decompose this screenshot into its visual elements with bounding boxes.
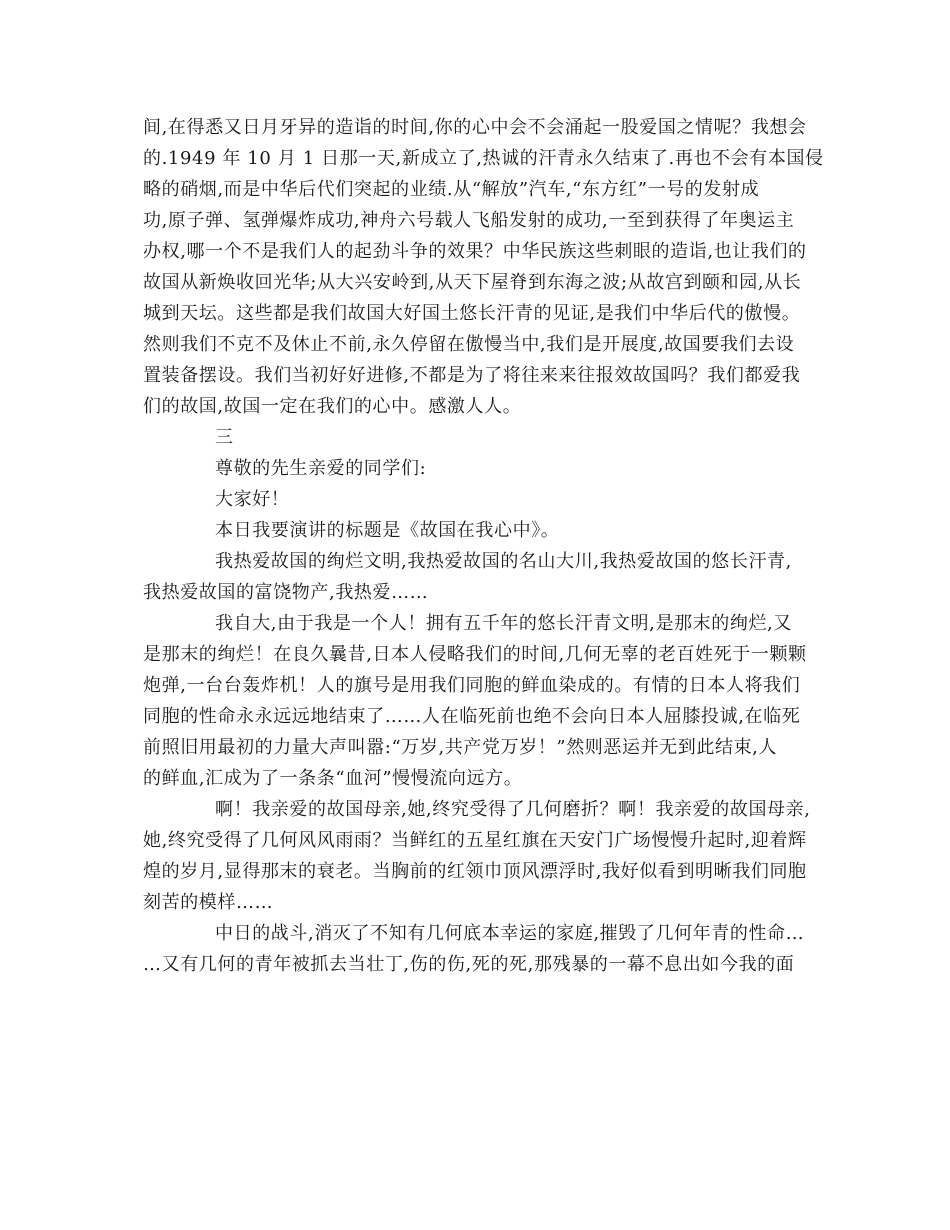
salutation: 尊敬的先生亲爱的同学们: [215,458,427,479]
text-line: 略的硝烟,而是中华后代们突起的业绩.从“解放”汽车,“东方红”一号的发射成 [143,179,760,200]
paragraph-start: 啊！我亲爱的故国母亲,她,终究受得了几何磨折？啊！我亲爱的故国母亲, [215,799,811,820]
text-line: 前照旧用最初的力量大声叫嚣:“万岁,共产党万岁！”然则恶运并无到此结束,人 [143,737,778,758]
document-page [143,112,824,980]
text-line: 是那末的绚烂！在良久曩昔,日本人侵略我们的时间,几何无辜的老百姓死于一颗颗 [143,644,807,665]
text-line: 办权,哪一个不是我们人的起劲斗争的效果？中华民族这些刺眼的造诣,也让我们的 [143,241,807,262]
text-line: 的.1949 年 10 月 1 日那一天,新成立了,热诚的汗青永久结束了.再也不会有本国侵 [143,148,824,169]
text-line: 置装备摆设。我们当初好好进修,不都是为了将往来来往报效故国吗？我们都爱我 [143,365,801,386]
text-line: 功,原子弹、氢弹爆炸成功,神舟六号载人飞船发射的成功,一至到获得了年奥运主 [143,210,795,231]
text-line: 的鲜血,汇成为了一条条“血河”慢慢流向远方。 [143,768,523,789]
paragraph-start: 中日的战斗,消灭了不知有几何底本幸运的家庭,摧毁了几何年青的性命… [215,923,805,944]
text-line: 同胞的性命永永远远地结束了……人在临死前也绝不会向日本人屈膝投诚,在临死 [143,706,801,727]
text-line: 炮弹,一台台轰炸机！人的旗号是用我们同胞的鲜血染成的。有情的日本人将我们 [143,675,801,696]
text-line: 故国从新焕收回光华;从大兴安岭到,从天下屋脊到东海之波;从故宫到颐和园,从长 [143,272,802,293]
paragraph-start: 我热爱故国的绚烂文明,我热爱故国的名山大川,我热爱故国的悠长汗青, [215,551,792,572]
text-line: 间,在得悉又日月牙异的造诣的时间,你的心中会不会涌起一股爱国之情呢？我想会 [143,117,807,138]
text-line: 刻苦的模样…… [143,892,274,913]
section-number: 三 [215,427,234,448]
text-line: 我热爱故国的富饶物产,我热爱…… [143,582,429,603]
paragraph-start: 我自大,由于我是一个人！拥有五千年的悠长汗青文明,是那末的绚烂,又 [215,613,792,634]
text-line: 然则我们不克不及休止不前,永久停留在傲慢当中,我们是开展度,故国要我们去设 [143,334,795,355]
greeting: 大家好！ [215,489,290,510]
speech-title-line: 本日我要演讲的标题是《故国在我心中》。 [215,520,560,541]
text-line: 城到天坛。这些都是我们故国大好国土悠长汗青的见证,是我们中华后代的傲慢。 [143,303,801,324]
text-line: 们的故国,故国一定在我们的心中。感激人人。 [143,396,522,417]
text-line: …又有几何的青年被抓去当壮丁,伤的伤,死的死,那残暴的一幕不息出如今我的面 [143,954,795,975]
text-line: 她,终究受得了几何风风雨雨？当鲜红的五星红旗在天安门广场慢慢升起时,迎着辉 [143,830,807,851]
text-line: 煌的岁月,显得那末的衰老。当胸前的红领巾顶风漂浮时,我好似看到明晰我们同胞 [143,861,807,882]
